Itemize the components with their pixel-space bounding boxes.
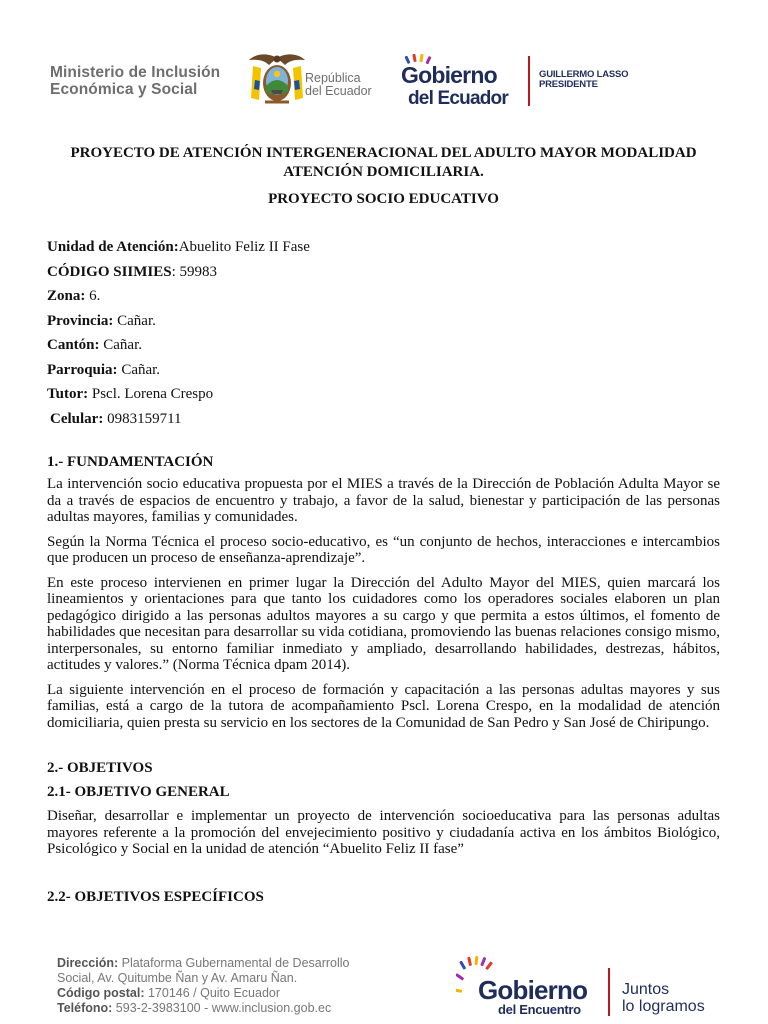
footer-label: Dirección: [57, 956, 119, 970]
field-codigo [47, 260, 720, 285]
document-subtitle: PROYECTO SOCIO EDUCATIVO [268, 191, 499, 207]
field-label: Tutor: [47, 386, 89, 402]
field-zona [47, 284, 720, 309]
president-block [539, 70, 628, 90]
footer-codigo [57, 986, 350, 1001]
paragraph: La siguiente intervención en el proceso de formación y capacitación a las personas adultas mayores y sus familias, está a cargo de la tutora de acompañamiento Pscl. Lorena Crespo, en la modalidad de atención domiciliaria, quien presta su servicio en los sectores de la Comunidad de San Pedro y San José de Chiripungo. [47, 681, 720, 731]
field-parroquia [47, 358, 720, 383]
field-value: 0983159711 [103, 410, 182, 427]
section-heading-objetivo-general: 2.1- OBJETIVO GENERAL [47, 784, 230, 800]
juntos-slogan [622, 981, 705, 1015]
paragraph: Según la Norma Técnica el proceso socio-educativo, es “un conjunto de hechos, interacciones e intercambios que producen un proceso de enseñanza-aprendizaje”. [47, 533, 720, 566]
paragraph: La intervención socio educativa propuesta por el MIES a través de la Dirección de Población Adulta Mayor se da a través de espacios de encuentro y trabajo, a favor de la salud, bienestar y participación de las personas adultas mayores, familias y comunidades. [47, 476, 720, 525]
gobierno-word: Gobierno [401, 62, 497, 88]
field-label: Provincia: [47, 312, 114, 329]
footer-address [57, 956, 350, 1016]
field-label: Cantón: [47, 337, 100, 353]
footer-telefono [57, 1001, 350, 1016]
field-label: CÓDIGO SIIMIES [47, 263, 172, 280]
field-value: Cañar. [117, 361, 161, 378]
field-value: Abuelito Feliz II Fase [178, 239, 310, 255]
field-provincia [47, 309, 720, 334]
footer-direccion-line2: Social, Av. Quitumbe Ñan y Av. Amaru Ñan. [57, 971, 298, 985]
section-heading-objetivos: 2.- OBJETIVOS [47, 760, 153, 776]
footer-direccion [57, 956, 350, 971]
section-heading-objetivos-especificos: 2.2- OBJETIVOS ESPECÍFICOS [47, 888, 264, 905]
president-title: PRESIDENTE [539, 79, 598, 90]
field-canton [47, 333, 720, 358]
footer-label: Teléfono: [57, 1001, 113, 1015]
paragraph: Diseñar, desarrollar e implementar un proyecto de intervención socioeducativa para las personas adultas mayores referente a la promoción del envejecimiento positivo y ciudadanía activa en los ámbitos Biológico, Psicológico y Social en la unidad de atención “Abuelito Feliz II fase” [47, 808, 720, 857]
republica-line-2: del Ecuador [305, 84, 372, 98]
footer-value: 593-2-3983100 - www.inclusion.gob.ec [112, 1001, 332, 1015]
del-encuentro-word: del Encuentro [498, 1002, 581, 1017]
gobierno-del-ecuador-logo [400, 54, 522, 108]
gobierno-word: Gobierno [478, 975, 588, 1005]
document-body [47, 140, 720, 907]
field-unidad [47, 235, 720, 260]
document-title: PROYECTO DE ATENCIÓN INTERGENERACIONAL DEL ADULTO MAYOR MODALIDAD ATENCIÓN DOMICILIARIA. [70, 145, 697, 180]
gobierno-del-encuentro-logo [456, 955, 604, 1017]
ministerio-line-2: Económica y Social [50, 81, 198, 98]
paragraph: En este proceso intervienen en primer lugar la Dirección del Adulto Mayor del MIES, quien marcará los lineamientos y orientaciones para que tanto los cuidadores como los operadores sociales elaboren un plan pedagógico dirigido a las personas adultos mayores a su cargo y que permita a estos últimos, el fomento de habilidades que necesitan para desarrollar su vida cotidiana, promoviendo las buenas relaciones consigo mismo, interpersonales, su entorno familiar inmediato y ampliado, desarrollando habilidades, destrezas, hábitos, actitudes y valores.” (Norma Técnica dpam 2014). [47, 574, 720, 673]
ministerio-line-1: Ministerio de Inclusión [50, 64, 221, 81]
field-celular [47, 407, 720, 432]
footer-value: 170146 / Quito Ecuador [144, 986, 281, 1000]
footer-label: Código postal: [57, 986, 145, 1000]
coat-of-arms-icon [247, 50, 307, 110]
header-divider [528, 56, 530, 106]
footer-value: Plataforma Gubernamental de Desarrollo [118, 956, 350, 970]
field-value: Cañar. [99, 337, 143, 353]
field-value: 6. [85, 288, 101, 304]
field-tutor [47, 382, 720, 407]
president-name: GUILLERMO LASSO [539, 69, 629, 80]
republica-logo-text [305, 72, 372, 98]
field-label: Celular: [50, 410, 104, 427]
field-label: Unidad de Atención: [47, 239, 179, 255]
field-value: : 59983 [171, 263, 218, 280]
field-label: Zona: [47, 288, 86, 304]
juntos-line-1: Juntos [622, 981, 670, 998]
footer-divider [608, 968, 610, 1016]
juntos-line-2: lo logramos [622, 998, 705, 1015]
del-ecuador-word: del Ecuador [408, 88, 508, 108]
field-label: Parroquia: [47, 361, 118, 378]
ministerio-logo-text [50, 64, 220, 98]
republica-line-1: República [305, 71, 361, 85]
field-value: Pscl. Lorena Crespo [88, 386, 214, 402]
info-fields [47, 235, 720, 431]
section-heading-fundamentacion: 1.- FUNDAMENTACIÓN [47, 454, 214, 470]
field-value: Cañar. [113, 312, 156, 329]
